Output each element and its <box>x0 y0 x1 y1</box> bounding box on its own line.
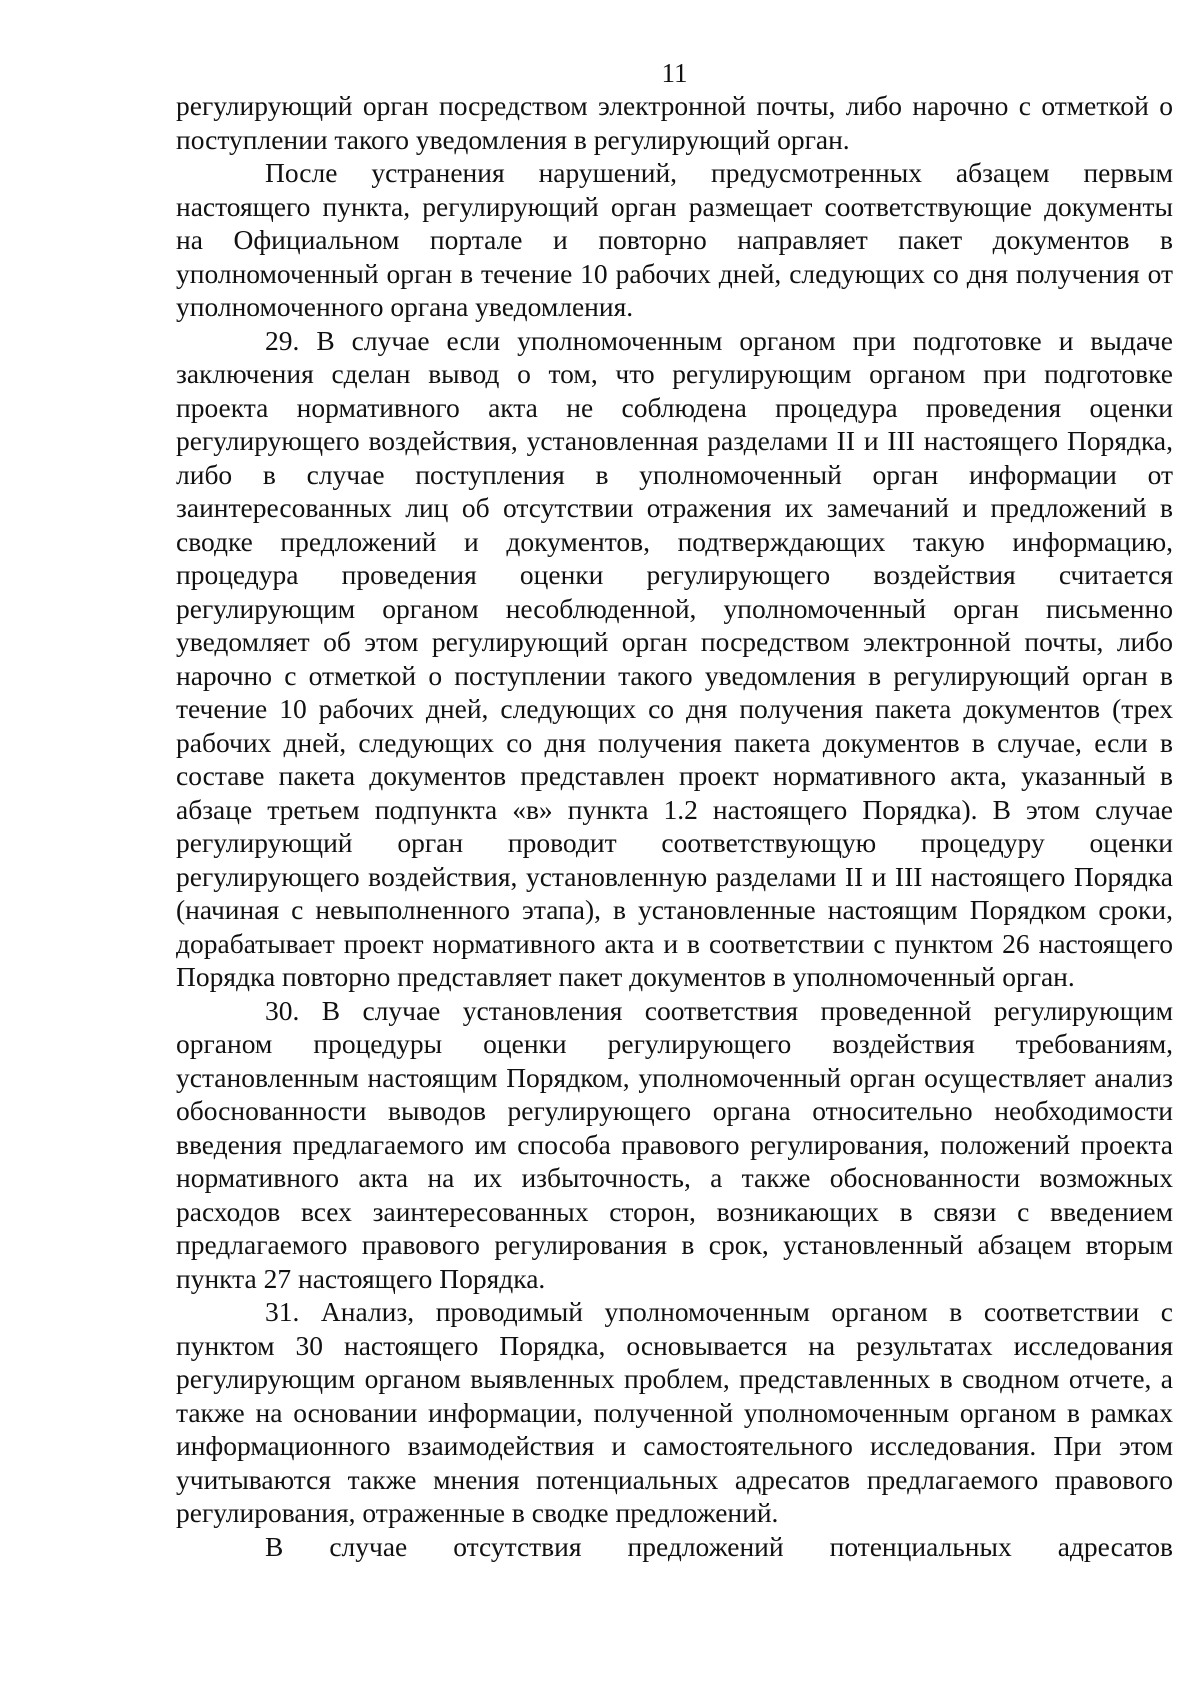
paragraph-item-30: 30. В случае установления соответствия проведенной регулирующим органом процедуры оценки регулирующего воздействия требованиям, установленным настоящим Порядком, уполномоченный орган осуществляет анализ обоснованности выводов регулирующего органа относительно необходимости введения предлагаемого им способа правового регулирования, положений проекта нормативного акта на их избыточность, а также обоснованности возможных расходов всех заинтересованных сторон, возникающих в связи с введением предлагаемого правового регулирования в срок, установленный абзацем вторым пункта 27 настоящего Порядка. <box>176 994 1173 1294</box>
paragraph-no-proposals: В случае отсутствия предложений потенциальных адресатов <box>265 1530 1173 1562</box>
paragraph-continuation: регулирующий орган посредством электронной почты, либо нарочно с отметкой о поступлении такого уведомления в регулирующий орган. <box>176 90 1173 155</box>
paragraph-item-31: 31. Анализ, проводимый уполномоченным органом в соответствии с пунктом 30 настоящего Порядка, основывается на результатах исследования регулирующим органом выявленных проблем, представленных в сводном отчете, а также на основании информации, полученной уполномоченным органом в рамках информационного взаимодействия и самостоятельного исследования. При этом учитываются также мнения потенциальных адресатов предлагаемого правового регулирования, отраженные в сводке предложений. <box>176 1296 1173 1528</box>
paragraph-after-violations: После устранения нарушений, предусмотренных абзацем первым настоящего пункта, регулирующий орган размещает соответствующие документы на Официальном портале и повторно направляет пакет документов в уполномоченный орган в течение 10 рабочих дней, следующих со дня получения от уполномоченного органа уведомления. <box>176 157 1173 322</box>
document-body <box>176 89 1173 1563</box>
paragraph-item-29: 29. В случае если уполномоченным органом при подготовке и выдаче заключения сделан вывод о том, что регулирующим органом при подготовке проекта нормативного акта не соблюдена процедура проведения оценки регулирующего воздействия, установленная разделами II и III настоящего Порядка, либо в случае поступления в уполномоченный орган информации от заинтересованных лиц об отсутствии отражения их замечаний и предложений в сводке предложений и документов, подтверждающих такую информацию, процедура проведения оценки регулирующего воздействия считается регулирующим органом несоблюденной, уполномоченный орган письменно уведомляет об этом регулирующий орган посредством электронной почты, либо нарочно с отметкой о поступлении такого уведомления в регулирующий орган в течение 10 рабочих дней, следующих со дня получения пакета документов (трех рабочих дней, следующих со дня получения пакета документов в случае, если в составе пакета документов представлен проект нормативного акта, указанный в абзаце третьем подпункта «в» пункта 1.2 настоящего Порядка). В этом случае регулирующий орган проводит соответствующую процедуру оценки регулирующего воздействия, установленную разделами II и III настоящего Порядка (начиная с невыполненного этапа), в установленные настоящим Порядком сроки, дорабатывает проект нормативного акта и в соответствии с пунктом 26 настоящего Порядка повторно представляет пакет документов в уполномоченный орган. <box>176 324 1173 992</box>
page-number: 11 <box>661 58 688 88</box>
